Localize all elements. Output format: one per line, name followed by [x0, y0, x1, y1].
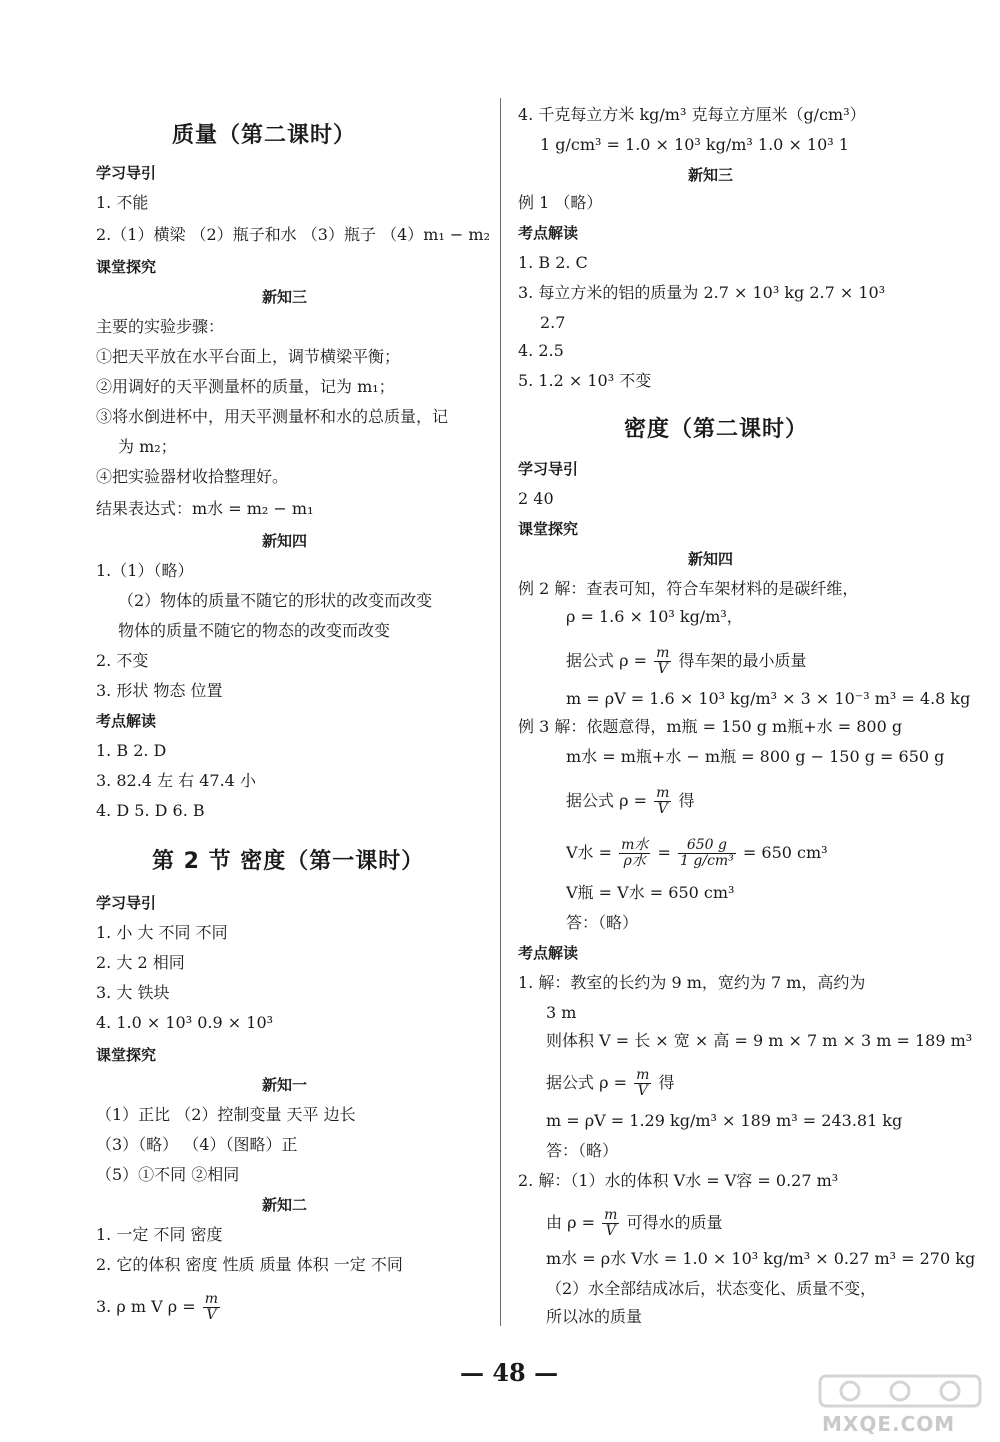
heading-classroom-inquiry: 课堂探究 [96, 1046, 157, 1064]
answer-line: 4. 千克每立方米 kg/m³ 克每立方厘米（g/cm³） [518, 105, 866, 124]
text-line: 答：（略） [566, 913, 639, 932]
answer-line: 3. 每立方米的铝的质量为 2.7 × 10³ kg 2.7 × 10³ [518, 283, 886, 302]
answer-line: 3. 形状 物态 位置 [96, 681, 223, 700]
formula-line: 则体积 V = 长 × 宽 × 高 = 9 m × 7 m × 3 m = 189 m³ [546, 1031, 973, 1050]
formula-line: 据公式 ρ = $\frac{m}{V}$ 得 [566, 785, 695, 817]
density-fraction: $\frac{m}{V}$ [604, 1207, 618, 1239]
formula-line: 由 ρ = $\frac{m}{V}$ 可得水的质量 [546, 1207, 723, 1239]
heading-exam-points: 考点解读 [518, 944, 579, 962]
formula-line: 据公式 ρ = $\frac{m}{V}$ 得车架的最小质量 [566, 645, 807, 677]
formula-line: V瓶 = V水 = 650 cm³ [566, 883, 735, 902]
subheading-new-knowledge-2: 新知二 [262, 1196, 308, 1214]
answer-line: 1. B 2. C [518, 253, 588, 272]
density-fraction: $\frac{m}{V}$ [656, 645, 670, 677]
answer-line: 1 g/cm³ = 1.0 × 10³ kg/m³ 1.0 × 10³ 1 [540, 135, 849, 154]
answer-line: 1. B 2. D [96, 741, 167, 760]
volume-value-fraction: $\frac{650 g}{\text{1 g/cm³}}$ [680, 837, 734, 869]
volume-fraction: $\frac{\text{m水}}{\text{ρ水}}$ [621, 837, 649, 869]
example-line: 例 1 （略） [518, 193, 603, 212]
answer-line: （3）（略） （4）（图略）正 [96, 1135, 298, 1154]
answer-line: 2.7 [540, 313, 566, 332]
formula-line: m = ρV = 1.29 kg/m³ × 189 m³ = 243.81 kg [546, 1111, 903, 1130]
text-line: 答：（略） [546, 1141, 619, 1160]
formula-line: m水 = m瓶+水 − m瓶 = 800 g − 150 g = 650 g [566, 747, 945, 766]
formula-line: V水 = $\frac{\text{m水}}{\text{ρ水}}$ = $\frac{650 g}{\text{1 g/cm³}}$ = 650 cm³ [566, 837, 828, 869]
answer-line: （2）物体的质量不随它的形状的改变而改变 [118, 591, 433, 610]
formula-line [96, 1292, 222, 1323]
answer-line: 1.（1）（略） [96, 561, 194, 580]
formula-line: 据公式 ρ = $\frac{m}{V}$ 得 [546, 1067, 675, 1099]
answer-line: 4. D 5. D 6. B [96, 801, 205, 820]
example-line: 例 2 解：查表可知，符合车架材料的是碳纤维， [518, 579, 859, 598]
density-fraction: $\frac{m}{V}$ [656, 785, 670, 817]
subheading-new-knowledge-4: 新知四 [262, 532, 308, 550]
heading-study-guide: 学习导引 [518, 460, 579, 478]
heading-exam-points: 考点解读 [96, 712, 157, 730]
text-line: ③将水倒进杯中，用天平测量杯和水的总质量，记 [96, 407, 449, 426]
heading-study-guide: 学习导引 [96, 164, 157, 182]
answer-line: 2. 不变 [96, 651, 149, 670]
example-line: 例 3 解：依题意得，m瓶 = 150 g m瓶+水 = 800 g [518, 717, 903, 736]
answer-line: 1. 不能 [96, 193, 149, 212]
answer-line: 3. 82.4 左 右 47.4 小 [96, 771, 256, 790]
answer-line: 2. 解：（1）水的体积 V水 = V容 = 0.27 m³ [518, 1171, 839, 1190]
formula-line: ρ = 1.6 × 10³ kg/m³， [566, 607, 743, 626]
column-divider [500, 98, 501, 1326]
answer-line: 物体的质量不随它的物态的改变而改变 [118, 621, 391, 640]
watermark-text: MXQE.COM [822, 1412, 956, 1436]
section-title-density-2: 密度（第二课时） [624, 417, 809, 442]
subheading-new-knowledge-1: 新知一 [262, 1076, 308, 1094]
answer-line: 3. 大 铁块 [96, 983, 170, 1002]
answer-line: 1. 一定 不同 密度 [96, 1225, 223, 1244]
text-line: ②用调好的天平测量杯的质量，记为 m₁； [96, 377, 395, 396]
answer-line: 4. 1.0 × 10³ 0.9 × 10³ [96, 1013, 274, 1032]
density-fraction: $\frac{m}{V}$ [636, 1067, 650, 1099]
subheading-new-knowledge-3: 新知三 [262, 288, 308, 306]
answer-line: （5）①不同 ②相同 [96, 1165, 240, 1184]
page-number: — 48 — [460, 1358, 559, 1387]
answer-line: 3 m [546, 1003, 577, 1022]
heading-classroom-inquiry: 课堂探究 [518, 520, 579, 538]
text-line: ④把实验器材收拾整理好。 [96, 467, 289, 486]
density-fraction: $\frac{m}{V}$ [204, 1291, 219, 1323]
answer-line: （2）水全部结成冰后，状态变化、质量不变， [546, 1279, 877, 1298]
heading-classroom-inquiry: 课堂探究 [96, 258, 157, 276]
text-line: 结果表达式：m水 = m₂ − m₁ [96, 499, 314, 518]
formula-line: m水 = ρ水 V水 = 1.0 × 10³ kg/m³ × 0.27 m³ = 270 kg [546, 1249, 976, 1268]
section-title-mass-2: 质量（第二课时） [172, 123, 357, 148]
answer-line: 1. 解：教室的长约为 9 m，宽约为 7 m，高约为 [518, 973, 866, 992]
heading-exam-points: 考点解读 [518, 224, 579, 242]
answer-line: 5. 1.2 × 10³ 不变 [518, 371, 652, 390]
text-line: ①把天平放在水平台面上，调节横梁平衡； [96, 347, 401, 366]
answer-line: （1）正比 （2）控制变量 天平 边长 [96, 1105, 356, 1124]
answer-line: 2. 它的体积 密度 性质 质量 体积 一定 不同 [96, 1255, 403, 1274]
heading-study-guide: 学习导引 [96, 894, 157, 912]
answer-line: 2 40 [518, 489, 554, 508]
formula-text: 3. ρ m V ρ = [96, 1297, 196, 1316]
subheading-new-knowledge-4: 新知四 [688, 550, 734, 568]
formula-line: m = ρV = 1.6 × 10³ kg/m³ × 3 × 10⁻³ m³ = 4.8 kg [566, 689, 971, 708]
subheading-new-knowledge-3: 新知三 [688, 166, 734, 184]
answer-line: 1. 小 大 不同 不同 [96, 923, 228, 942]
section-title-density-1: 第 2 节 密度（第一课时） [152, 849, 425, 874]
answer-line: 2. 大 2 相同 [96, 953, 185, 972]
text-line: 主要的实验步骤： [96, 317, 225, 336]
answer-line: 4. 2.5 [518, 341, 564, 360]
answer-line: 2.（1）横梁 （2）瓶子和水 （3）瓶子 （4）m₁ − m₂ [96, 225, 490, 244]
answer-line: 所以冰的质量 [546, 1307, 643, 1326]
text-line: 为 m₂； [118, 437, 177, 456]
